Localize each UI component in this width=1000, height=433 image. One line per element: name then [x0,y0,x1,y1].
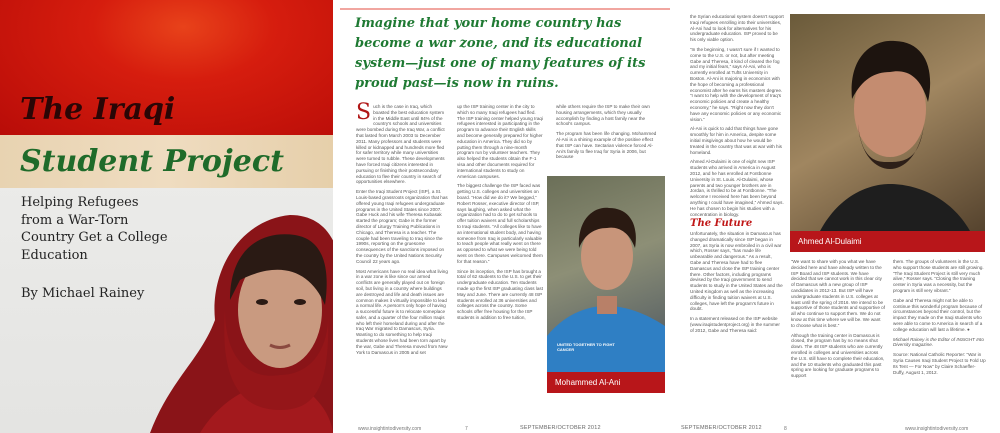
paragraph: Enter the Iraqi Student Project (ISP), a St. Louis-based grassroots organization that has offered young Iraqi refugees undergraduate programs in the United States since 2007. Gabe Huck and his wife Theresa Kubasak started the program; Gabe is the former director of Liturgy Training Publications in Chicago, and Theresa is a teacher. The couple had been traveling to Iraq since the 1990s, reporting on the gruesome consequences of the sanctions imposed on the country by the United Nations Security Council 22 years ago. [356,189,448,264]
footer-page-number-right: 8 [784,426,787,432]
girl-in-red-hijab-photo [130,210,333,433]
pull-quote: Imagine that your home country has become a war zone, and its educational system—just one of many features of its proud past—is now in ruins. [355,16,646,91]
paragraph: Although the training center in Damascus is closed, the program has by no means shut down. The 48 ISP students who are currently enrolled in colleges and universities across the U.S. still have to complete their education, and the 10 students who graduated this past spring are looking for graduate programs to support [791,332,885,379]
portrait-figure [790,14,985,231]
p7-column-3 [556,104,660,164]
paragraph: Since its inception, the ISP has brought a total of 62 students to the U.S. to get their undergraduate education. Ten students made up the first ISP graduating class last May and June. There are currently 48 ISP students enrolled at 36 universities and colleges across the country. Some schools offer free housing for the ISP students in addition to free tuition, [457,268,543,320]
photo-mohammed-al-ani [547,176,665,393]
paragraph: Al-Ani is quick to add that things have gone smoothly for him in America, despite some initial misgivings about how he would be treated in the country that was at war with his homeland. [690,126,782,155]
cover-title-line1: The Iraqi [20,92,176,127]
section-heading-the-future: The Future [690,218,753,230]
paragraph: The biggest challenge the ISP faced was getting U.S. colleges and universities on board. “How did we do it? We begged,” Robert Rosser, executive director of ISP, says laughing, when asked what the organization had to do to get schools to offer tuition waivers and full scholarships to Iraqi students. “All colleges like to have an international student body, and having someone from Iraq is particularly valuable to teach people what really went on there as opposed to what we were being told went on there. Campuses welcomed them for that reason.” [457,183,543,264]
paragraph: Most Americans have no real idea what living in a war zone is like since our armed conflicts are generally played out on foreign soil, but living in a country where buildings are destroyed and life and death issues are common makes it virtually impossible to lead a normal life. A person's only hope of having a successful future is to relocate someplace safer, and a quarter of the four million Iraqis who left their homeland during and after the Iraq War migrated to Damascus, Syria. Wanting to do something to help Iraqi students whose lives had been torn apart by the war, Gabe and Theresa moved from New York to Damascus in 2005 and set [356,268,448,355]
paragraph: while others require the ISP to make their own housing arrangements, which they usually accomplish by finding a host family near the school's campus. [556,104,650,127]
footer-website-right: www.insightintodiversity.com [905,426,969,432]
p8-column-1 [690,14,784,338]
photo-caption: Mohammed Al-Ani [547,372,665,393]
p7-column-1 [356,100,448,359]
footer-page-number-left: 7 [465,426,468,432]
footer-issue-right: SEPTEMBER/OCTOBER 2012 [681,425,762,431]
photo-caption: Ahmed Al-Dulaimi [790,231,985,252]
cover-title-line2: Student Project [20,144,284,179]
footer-website-left: www.insightintodiversity.com [358,426,422,432]
paragraph: up the ISP training center in the city to which so many Iraqi refugees had fled. The ISP training center helped young Iraqi refugees interested in participating in the program to advance their English skills and become generally prepared for higher education in America. They did so by putting them through a nine-month program run by volunteer teachers. They also helped the students obtain the F-1 visa and other documents required for international students to study on American campuses. [457,104,543,179]
p7-column-2 [457,104,543,325]
paragraph: “In the beginning, I wasn't sure if I wanted to come to the U.S. or not, but after meeting Gabe and Theresa, it kind of cleared the fog and my initial fears,” says Al-Ani, who is currently enrolled at Tufts University in Boston. Al-Ani is majoring in economics with the hope of becoming a professional economist after he earns his masters degree. “I want to help with the development of Iraq's economic policies and create a healthy economy,” he says. “Right now they don't have any economic policies or any economic vision.” [690,46,783,122]
paragraph: In a statement released on the ISP website (www.iraqistudentproject.org) in the summer of 2012, Gabe and Theresa said: [690,316,780,333]
shirt-text: UNITED TOGETHER TO FIGHT CANCER [557,342,615,352]
paragraph: “We want to share with you what we have decided here and have already written to the ISP Board and ISP students. We have decided that we cannot work in this clear city of Damascus with a new group of ISP candidates in 2012-13. But ISP will have undergraduate students in U.S. colleges at least until the spring of 2016. We intend to be supportive of those students and supportive of all who continue to support them. We do not know at this time where we will be. We want to choose what is best.” [791,259,885,328]
cover-subtitle: Helping Refugees from a War-Torn Country Get a College Education [21,195,168,263]
paragraph: Gabe and Theresa might not be able to continue this wonderful program because of circumstances beyond their control, but the impact they made on the Iraqi students who were able to come to America in search of a college education will last a lifetime. ● [893,297,983,332]
p8-column-2 [791,259,885,383]
paragraph: them. The groups of volunteers in the U.S. who support those students are still growing. “The Iraqi Student Project is still very much alive,” Rosser says. “Closing the training center in Syria was a necessity, but the program is still very vibrant.” [893,259,984,293]
paragraph: The program has been life changing. Mohammed Al-Ani is a shining example of the positive effect that ISP can have. Sectarian violence forced Al-Ani's family to flee Iraq for Syria in 2006, but because [556,131,657,160]
photo-ahmed-al-dulaimi [790,14,985,252]
paragraph: the Syrian educational system doesn't support Iraqi refugees enrolling into their universities, Al-Ani had to look for alternatives for his undergraduate education. ISP proved to be his only viable option. [690,14,784,43]
cover-page [0,0,333,433]
paragraph: Ahmed Al-Dulaimi is one of eight new ISP students who arrived in America in August 2012, and he has enrolled at Fontbonne University in St. Louis. Al-Dulaimi, whose parents and two younger brothers are in Jordan, is thrilled to be at Fontbonne. “The welcome I received here has been beyond anything I could have imagined,” Ahmed says. He has chosen to begin his studies with a concentration in biology. [690,159,784,217]
drop-cap: S [356,100,372,125]
paragraph: Unfortunately, the situation in Damascus has changed dramatically since ISP began in 2007, as Syria is now embroiled in a civil war which, Rosser says, “has made life unbearable and dangerous.” As a result, Gabe and Theresa have had to flee Damascus and close the ISP training center there. Other factors, including programs devised by the Iraqi government to send students to study in the United States and the United Kingdom as well as the increasing difficulty in finding tuition waivers at U.S. colleges, have left the program's future in doubt. [690,231,783,312]
p8-column-3 [893,259,987,379]
paragraph: uch is the case in Iraq, which boasted the best education system in the Middle East until 84% of the country's schools and universities were bombed during the Iraq War, a conflict that lasted from March 2003 to December 2011. Many professors and students were killed or kidnapped and hundreds more fled for safer territory while many universities were turned to rubble. These developments have forced Iraqi citizens interested in pursuing or finishing their postsecondary education to flee their country in search of opportunities elsewhere. [356,104,445,185]
source-note: Source: National Catholic Reporter: “War in Syria Causes Iraqi Student Project to Fold Up Its Tent — For Now” by Claire Schaeffer-Duffy, August 1, 2012. [893,352,986,375]
footer-issue-left: SEPTEMBER/OCTOBER 2012 [520,425,601,431]
cover-byline: By Michael Rainey [21,286,145,301]
author-note: Michael Rainey is the Editor of INSIGHT Into Diversity magazine. [893,336,984,348]
